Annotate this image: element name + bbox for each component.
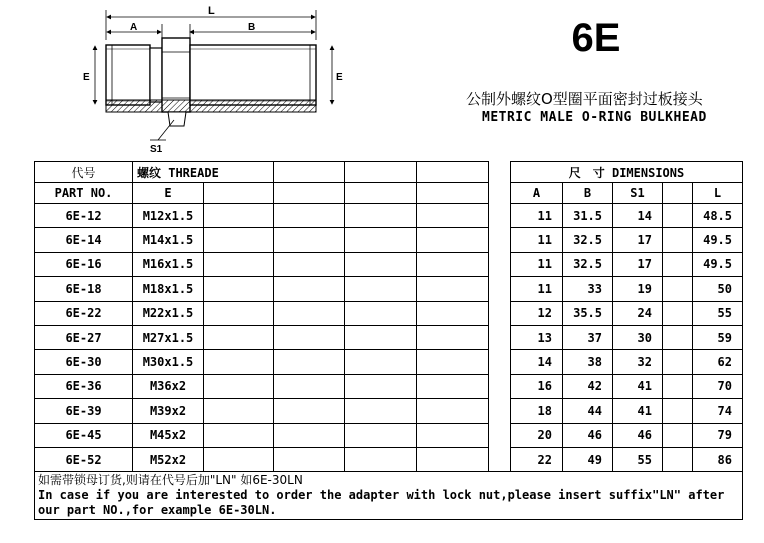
dim-l-cell: 48.5 xyxy=(693,204,743,228)
dim-b-cell: 37 xyxy=(563,325,613,349)
col-code-cn: 代号 xyxy=(35,162,133,183)
part-no-cell: 6E-18 xyxy=(35,277,133,301)
dim-s1-cell: 41 xyxy=(613,374,663,398)
note-row xyxy=(35,472,743,520)
col-a: A xyxy=(511,183,563,204)
dim-b-cell: 33 xyxy=(563,277,613,301)
part-no-cell: 6E-12 xyxy=(35,204,133,228)
thread-cell: M27x1.5 xyxy=(133,325,204,349)
dim-l-cell: 74 xyxy=(693,399,743,423)
part-no-cell: 6E-27 xyxy=(35,325,133,349)
table-row xyxy=(35,350,743,374)
dim-a-cell: 20 xyxy=(511,423,563,447)
part-no-cell: 6E-16 xyxy=(35,252,133,276)
label-E-right: E xyxy=(336,72,343,83)
table-row xyxy=(35,325,743,349)
dim-a-cell: 12 xyxy=(511,301,563,325)
dim-s1-cell: 17 xyxy=(613,252,663,276)
dim-a-cell: 22 xyxy=(511,447,563,471)
order-note-cn: 如需带锁母订货,则请在代号后加"LN" 如6E-30LN xyxy=(38,473,303,488)
dim-b-cell: 35.5 xyxy=(563,301,613,325)
product-code: 6E xyxy=(571,16,621,60)
dim-s1-cell: 24 xyxy=(613,301,663,325)
dim-b-cell: 31.5 xyxy=(563,204,613,228)
dim-s1-cell: 46 xyxy=(613,423,663,447)
order-note-en: In case if you are interested to order the adapter with lock nut,please insert suffix"LN" after our part NO.,for example 6E-30LN. xyxy=(38,488,725,518)
title-chinese: 公制外螺纹O型圈平面密封过板接头 xyxy=(466,90,703,108)
thread-cell: M30x1.5 xyxy=(133,350,204,374)
dim-b-cell: 46 xyxy=(563,423,613,447)
part-no-cell: 6E-14 xyxy=(35,228,133,252)
table-row xyxy=(35,301,743,325)
col-b: B xyxy=(563,183,613,204)
header-row-2 xyxy=(35,183,743,204)
dim-b-cell: 44 xyxy=(563,399,613,423)
col-thread: 螺纹 THREADE xyxy=(133,162,274,183)
dim-l-cell: 62 xyxy=(693,350,743,374)
label-B: B xyxy=(248,22,256,33)
part-no-cell: 6E-30 xyxy=(35,350,133,374)
table-row xyxy=(35,277,743,301)
dim-a-cell: 18 xyxy=(511,399,563,423)
label-L: L xyxy=(208,5,215,17)
dim-b-cell: 38 xyxy=(563,350,613,374)
label-E-left: E xyxy=(83,72,90,83)
table-row xyxy=(35,374,743,398)
dim-l-cell: 79 xyxy=(693,423,743,447)
dim-a-cell: 16 xyxy=(511,374,563,398)
table-row xyxy=(35,399,743,423)
table-row xyxy=(35,423,743,447)
table-row xyxy=(35,447,743,471)
dim-a-cell: 14 xyxy=(511,350,563,374)
dim-s1-cell: 19 xyxy=(613,277,663,301)
dim-a-cell: 11 xyxy=(511,277,563,301)
dim-b-cell: 49 xyxy=(563,447,613,471)
part-no-cell: 6E-52 xyxy=(35,447,133,471)
spec-table xyxy=(34,161,743,520)
dim-a-cell: 11 xyxy=(511,228,563,252)
thread-cell: M39x2 xyxy=(133,399,204,423)
dim-b-cell: 32.5 xyxy=(563,228,613,252)
col-l: L xyxy=(693,183,743,204)
dim-l-cell: 49.5 xyxy=(693,252,743,276)
dim-l-cell: 49.5 xyxy=(693,228,743,252)
part-no-cell: 6E-22 xyxy=(35,301,133,325)
thread-cell: M12x1.5 xyxy=(133,204,204,228)
dim-s1-cell: 32 xyxy=(613,350,663,374)
table-row xyxy=(35,228,743,252)
part-no-cell: 6E-45 xyxy=(35,423,133,447)
col-s1: S1 xyxy=(613,183,663,204)
label-S1: S1 xyxy=(150,144,163,155)
dim-a-cell: 13 xyxy=(511,325,563,349)
order-note xyxy=(35,472,743,520)
dim-s1-cell: 30 xyxy=(613,325,663,349)
dim-l-cell: 55 xyxy=(693,301,743,325)
table-row xyxy=(35,204,743,228)
dim-l-cell: 50 xyxy=(693,277,743,301)
thread-cell: M52x2 xyxy=(133,447,204,471)
thread-cell: M36x2 xyxy=(133,374,204,398)
col-code-en: PART NO. xyxy=(35,183,133,204)
title-english: METRIC MALE O-RING BULKHEAD xyxy=(482,110,707,125)
thread-cell: M45x2 xyxy=(133,423,204,447)
dim-s1-cell: 55 xyxy=(613,447,663,471)
dim-s1-cell: 41 xyxy=(613,399,663,423)
header-row-1 xyxy=(35,162,743,183)
thread-cell: M16x1.5 xyxy=(133,252,204,276)
dim-a-cell: 11 xyxy=(511,252,563,276)
col-e: E xyxy=(133,183,204,204)
dim-s1-cell: 14 xyxy=(613,204,663,228)
dim-b-cell: 42 xyxy=(563,374,613,398)
col-dimensions: 尺 寸 DIMENSIONS xyxy=(511,162,743,183)
part-no-cell: 6E-39 xyxy=(35,399,133,423)
dim-l-cell: 70 xyxy=(693,374,743,398)
dim-l-cell: 86 xyxy=(693,447,743,471)
part-no-cell: 6E-36 xyxy=(35,374,133,398)
dim-b-cell: 32.5 xyxy=(563,252,613,276)
dim-a-cell: 11 xyxy=(511,204,563,228)
thread-cell: M18x1.5 xyxy=(133,277,204,301)
thread-cell: M14x1.5 xyxy=(133,228,204,252)
thread-cell: M22x1.5 xyxy=(133,301,204,325)
label-A: A xyxy=(130,22,138,33)
table-row xyxy=(35,252,743,276)
dim-l-cell: 59 xyxy=(693,325,743,349)
dim-s1-cell: 17 xyxy=(613,228,663,252)
fitting-drawing xyxy=(70,0,350,158)
